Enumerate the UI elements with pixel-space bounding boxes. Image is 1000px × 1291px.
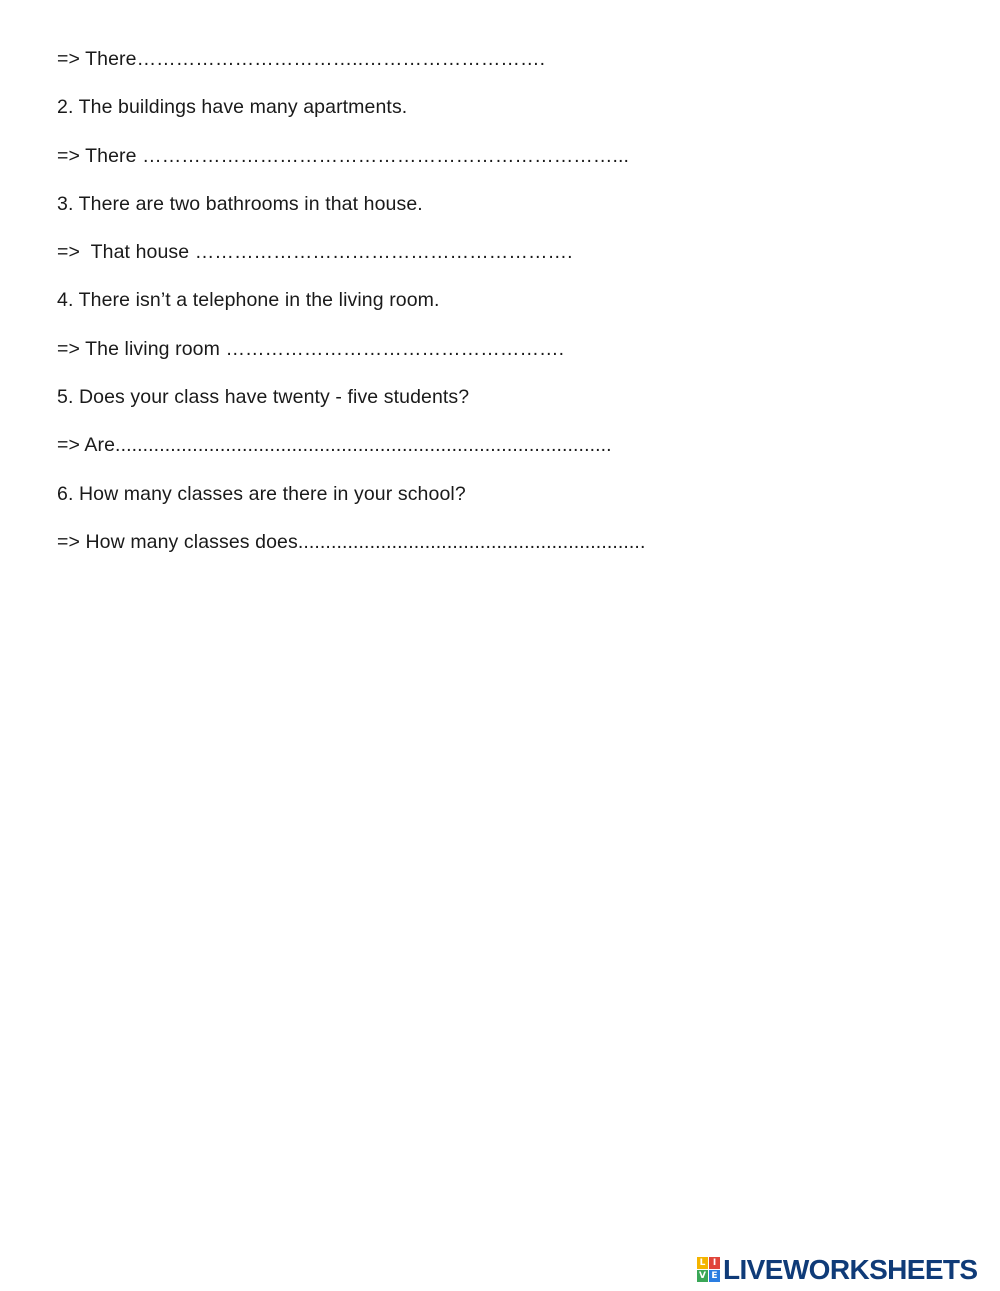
logo-mark-tile: E <box>709 1270 720 1282</box>
answer-line-5: => Are.......................................................................................... <box>57 434 612 457</box>
question-3: 3. There are two bathrooms in that house. <box>57 192 423 215</box>
answer-line-4: => The living room ……………………………………………. <box>57 337 565 360</box>
logo-text: LIVEWORKSHEETS <box>723 1254 978 1285</box>
logo-mark-icon <box>697 1257 721 1283</box>
answer-line-1: => There……………………………..………………………. <box>57 48 546 70</box>
question-6: 6. How many classes are there in your school? <box>57 482 466 505</box>
question-4: 4. There isn’t a telephone in the living room. <box>57 289 440 312</box>
worksheet-body <box>57 47 957 578</box>
answer-line-2: => There ………………………………………………………………... <box>57 144 630 167</box>
logo-mark-tile: I <box>709 1257 720 1269</box>
question-5: 5. Does your class have twenty - five students? <box>57 386 470 409</box>
answer-line-3: => That house …………………………………………………. <box>57 241 573 264</box>
answer-line-6: => How many classes does............................................................... <box>57 530 646 553</box>
liveworksheets-logo <box>697 1255 978 1285</box>
question-2: 2. The buildings have many apartments. <box>57 96 408 119</box>
logo-mark-tile: L <box>697 1257 708 1269</box>
logo-mark-tile: V <box>697 1270 708 1282</box>
